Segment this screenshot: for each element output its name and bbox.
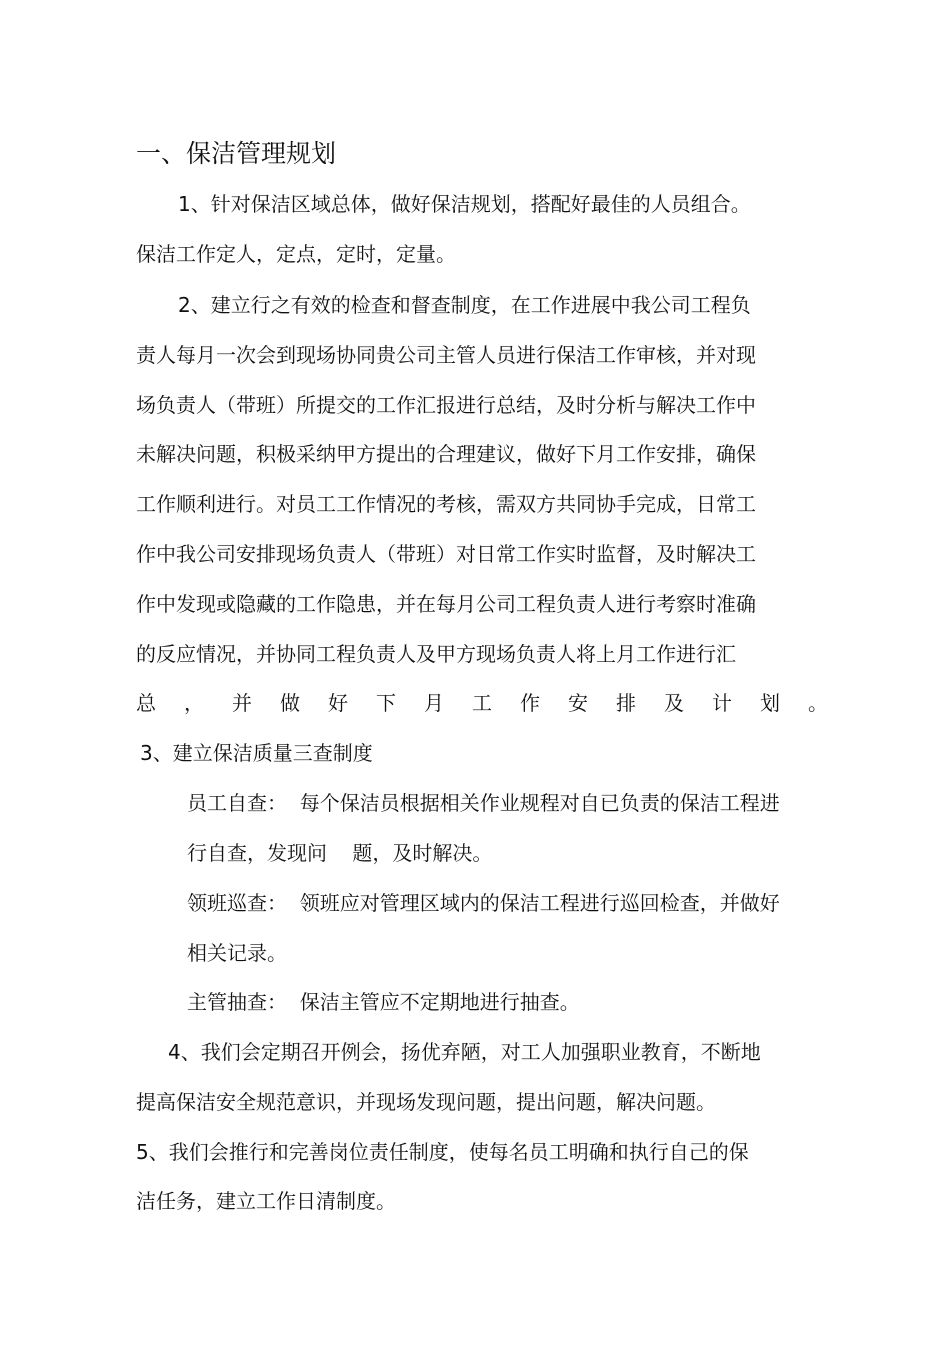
paragraph-1-line-2: 保洁工作定人，定点，定时，定量。: [136, 242, 456, 266]
spread-char: 下: [376, 691, 396, 715]
spread-char: 月: [424, 691, 444, 715]
spread-char: 并: [232, 691, 252, 715]
spread-char: 划: [760, 691, 780, 715]
paragraph-2-line-1: 2、建立行之有效的检查和督查制度，在工作进展中我公司工程负: [178, 293, 751, 317]
spread-char: 排: [616, 691, 636, 715]
paragraph-5-line-1: 5、我们会推行和完善岗位责任制度，使每名员工明确和执行自己的保: [136, 1140, 749, 1164]
spread-char: 作: [520, 691, 540, 715]
paragraph-2-line-8: 的反应情况，并协同工程负责人及甲方现场负责人将上月工作进行汇: [136, 642, 736, 666]
foreman-check-line-1: 领班巡查： 领班应对管理区域内的保洁工程进行巡回检查，并做好: [187, 891, 780, 915]
spread-char: 工: [472, 691, 492, 715]
spread-char: ，: [184, 691, 204, 715]
self-check-line-2: 行自查，发现问 题，及时解决。: [187, 841, 493, 865]
paragraph-2-line-4: 未解决问题，积极采纳甲方提出的合理建议，做好下月工作安排，确保: [136, 442, 756, 466]
paragraph-4-line-2: 提高保洁安全规范意识，并现场发现问题，提出问题，解决问题。: [136, 1090, 716, 1114]
paragraph-2-spread-line: [136, 690, 828, 716]
supervisor-check-line: 主管抽查： 保洁主管应不定期地进行抽查。: [187, 990, 580, 1014]
spread-char: 好: [328, 691, 348, 715]
paragraph-2-line-5: 工作顺利进行。对员工工作情况的考核，需双方共同协手完成，日常工: [136, 492, 756, 516]
paragraph-2-line-3: 场负责人（带班）所提交的工作汇报进行总结，及时分析与解决工作中: [136, 393, 756, 417]
paragraph-4-line-1: 4、我们会定期召开例会，扬优弃陋，对工人加强职业教育，不断地: [168, 1040, 761, 1064]
spread-char: 总: [136, 691, 156, 715]
paragraph-2-line-6: 作中我公司安排现场负责人（带班）对日常工作实时监督，及时解决工: [136, 542, 756, 566]
paragraph-2-line-2: 责人每月一次会到现场协同贵公司主管人员进行保洁工作审核，并对现: [136, 343, 756, 367]
spread-char: 。: [808, 691, 828, 715]
paragraph-5-line-2: 洁任务，建立工作日清制度。: [136, 1189, 396, 1213]
paragraph-2-line-7: 作中发现或隐藏的工作隐患，并在每月公司工程负责人进行考察时准确: [136, 592, 756, 616]
self-check-line-1: 员工自查： 每个保洁员根据相关作业规程对自已负责的保洁工程进: [187, 791, 780, 815]
spread-char: 安: [568, 691, 588, 715]
paragraph-1-line-1: 1、针对保洁区域总体，做好保洁规划，搭配好最佳的人员组合。: [178, 192, 751, 216]
spread-char: 及: [664, 691, 684, 715]
foreman-check-line-2: 相关记录。: [187, 941, 287, 965]
spread-char: 计: [712, 691, 732, 715]
spread-char: 做: [280, 691, 300, 715]
document-title: 一、保洁管理规划: [136, 139, 337, 168]
section-3-heading: 3、建立保洁质量三查制度: [140, 741, 373, 765]
